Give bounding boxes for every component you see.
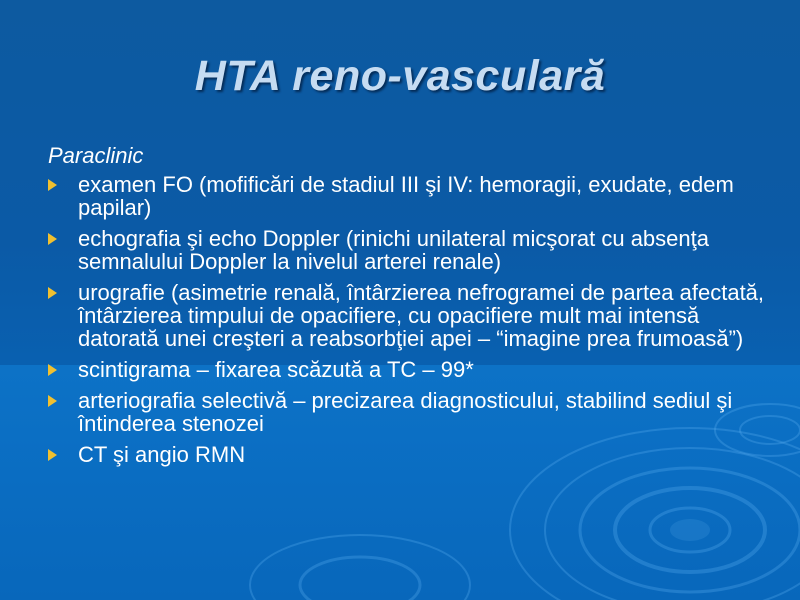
bullet-text: echografia şi echo Doppler (rinichi unilateral micşorat cu absenţa semnalului Doppler la nivelul arterei renale): [78, 226, 709, 274]
bullet-item: [48, 173, 768, 219]
section-subtitle: Paraclinic: [48, 143, 144, 168]
bullet-text: urografie (asimetrie renală, întârzierea nefrogramei de partea afectată, întârzierea timpului de opacifiere, cu opacifiere mult mai intensă datorată unei creşteri a reabsorbţiei apei – “imagine prea frumoasă”): [78, 280, 765, 351]
slide-title: HTA reno-vasculară: [194, 52, 606, 100]
bullet-arrow-icon: [48, 449, 57, 461]
bullet-item: [48, 389, 768, 435]
bullet-arrow-icon: [48, 233, 57, 245]
bullet-list: [48, 173, 768, 466]
bullet-arrow-icon: [48, 395, 57, 407]
bullet-item: [48, 227, 768, 273]
bullet-arrow-icon: [48, 287, 57, 299]
bullet-arrow-icon: [48, 364, 57, 376]
bullet-text: examen FO (mofificări de stadiul III şi IV: hemoragii, exudate, edem papilar): [78, 172, 734, 220]
bullet-item: [48, 281, 768, 350]
slide-content: [48, 144, 768, 474]
bullet-text: arteriografia selectivă – precizarea diagnosticului, stabilind sediul şi întinderea stenozei: [78, 388, 733, 436]
bullet-item: [48, 358, 768, 381]
bullet-text: CT şi angio RMN: [78, 442, 246, 467]
bullet-arrow-icon: [48, 179, 57, 191]
bullet-item: [48, 443, 768, 466]
bullet-text: scintigrama – fixarea scăzută a TC – 99*: [78, 357, 474, 382]
